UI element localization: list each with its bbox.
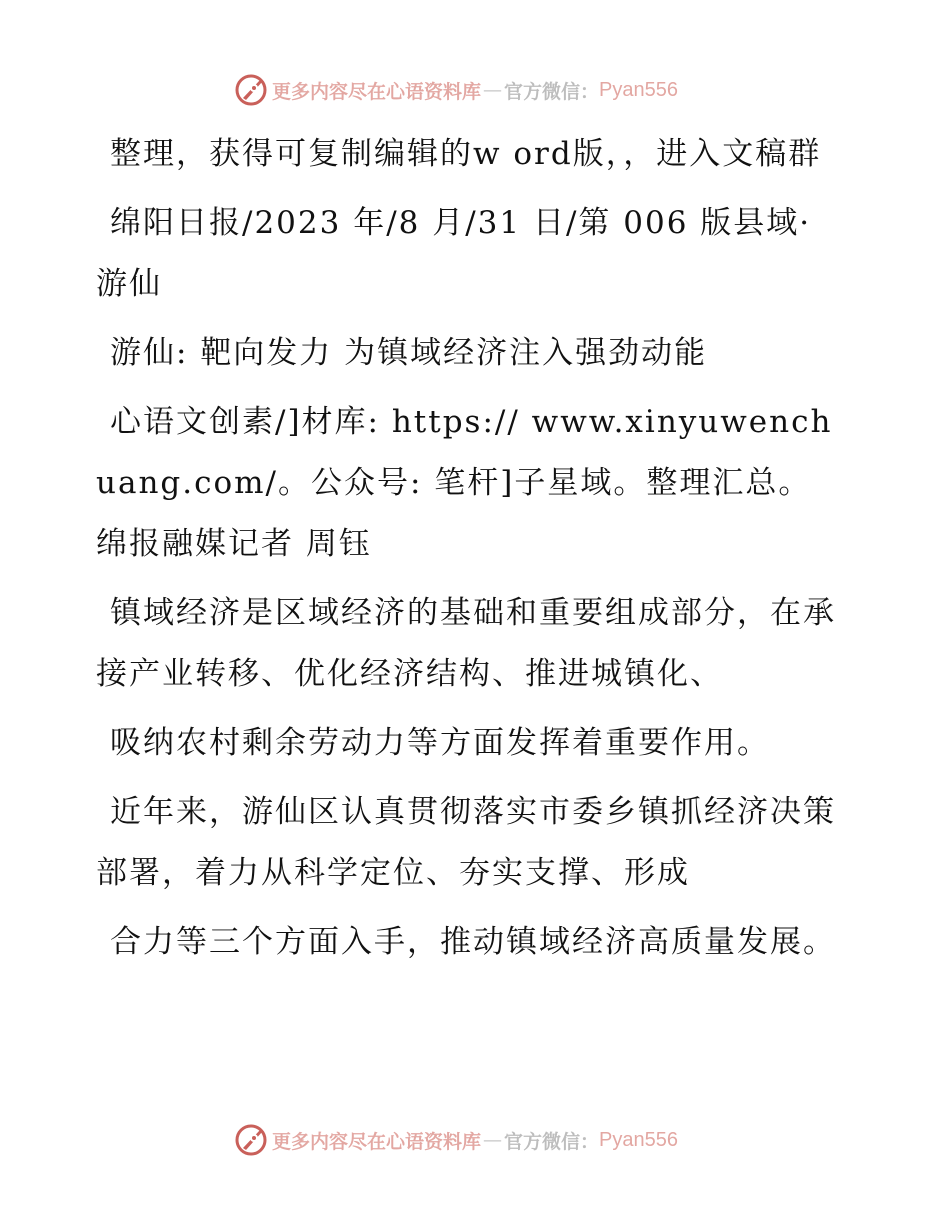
paragraph-source: 绵阳日报/2023 年/8 月/31 日/第 006 版县域·游仙 [96,205,812,302]
paragraph-body-2: 吸纳农村剩余劳动力等方面发挥着重要作用。 [110,725,770,761]
paragraph-body-3: 近年来，游仙区认真贯彻落实市委乡镇抓经济决策部署，着力从科学定位、夯实支撑、形成 [96,794,836,891]
wechat-id: Pyan556 [599,1128,678,1151]
wechat-label: 官方微信： [504,80,600,103]
feather-pen-circle-icon [234,73,268,107]
watermark-text: 更多内容尽在心语资料库 [272,80,482,103]
document-body [96,124,836,981]
feather-pen-circle-icon [234,1123,268,1157]
paragraph-intro: 整理，获得可复制编辑的w ord版，，进入文稿群 [110,136,822,172]
watermark-dash: — [483,79,503,101]
wechat-label: 官方微信： [504,1130,600,1153]
paragraph-credit: 心语文创素/]材库: https:// www.xinyuwenchuang.com/。公众号: 笔杆]子星域。整理汇总。绵报融媒记者 周钰 [96,404,833,562]
watermark-text: 更多内容尽在心语资料库 [272,1130,482,1153]
article-title: 游仙: 靶向发力 为镇域经济注入强劲动能 [110,335,708,371]
watermark-dash: — [483,1129,503,1151]
paragraph-body-1: 镇域经济是区域经济的基础和重要组成部分，在承接产业转移、优化经济结构、推进城镇化、 [96,595,836,692]
header-watermark [234,72,678,108]
footer-watermark [234,1122,678,1158]
wechat-id: Pyan556 [599,78,678,101]
paragraph-body-4: 合力等三个方面入手，推动镇域经济高质量发展。 [110,924,836,960]
